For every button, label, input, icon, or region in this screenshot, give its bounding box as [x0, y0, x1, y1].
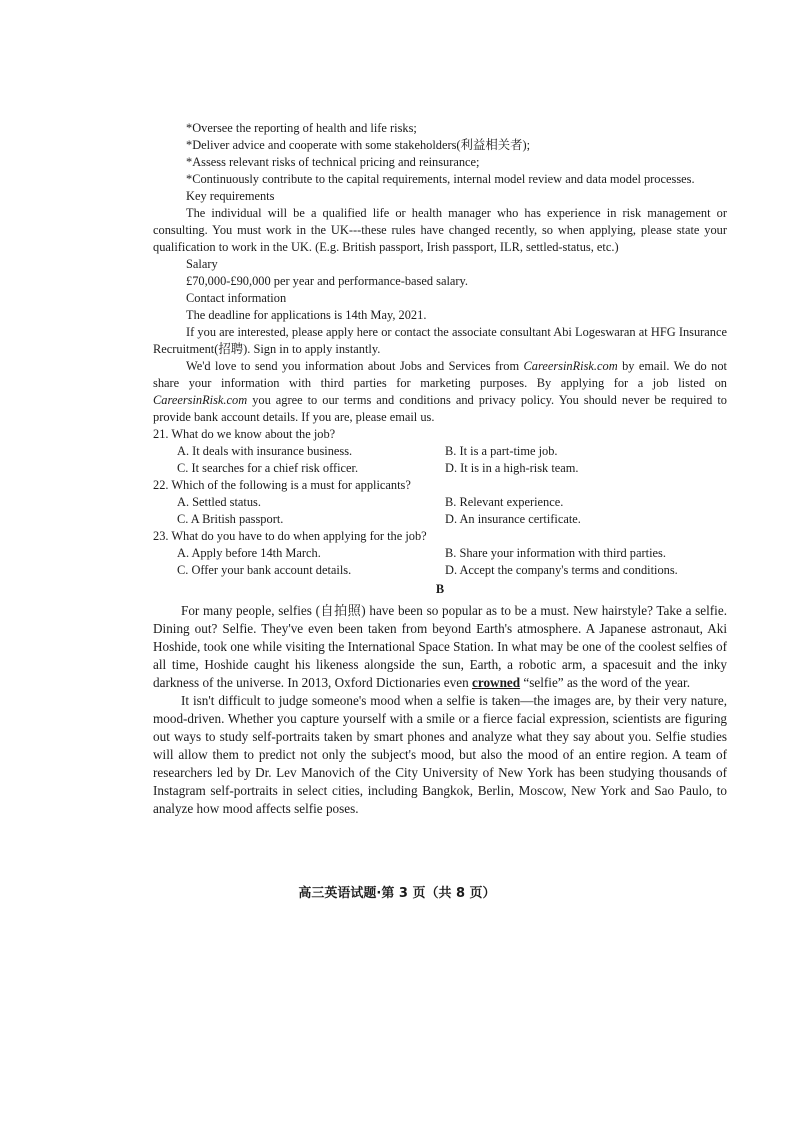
- email-notice-part2: by email. We do not share your information with third parties for marketing purposes. By applying for a job listed on: [153, 359, 727, 390]
- site-name: CareersinRisk.com: [523, 359, 618, 373]
- option: D. An insurance certificate.: [445, 512, 581, 526]
- page-footer: 高三英语试题·第 3 页（共 8 页）: [298, 886, 496, 901]
- options-row: [153, 511, 727, 528]
- paragraph-text: For many people, selfies (自拍照) have been so popular as to be a must. New hairstyle? Take a selfie. Dining out? Selfie. They've even been taken from beyond Earth's atmosphere. A Japanese astronaut, Aki Hoshide, took one while visiting the International Space Station. In what may be one of the coolest selfies of all time, Hoshide caught his likeness alongside the sun, Earth, a robotic arm, a spacesuit and the inky darkness of the universe. In 2013, Oxford Dictionaries even: [153, 603, 727, 690]
- section-b-label: B: [435, 582, 445, 596]
- passage-b-paragraph-1: [153, 602, 727, 692]
- question-stem: 21. What do we know about the job?: [153, 427, 336, 441]
- options-row: [153, 562, 727, 579]
- option: B. Share your information with third parties.: [445, 546, 666, 560]
- passage-a: [153, 120, 727, 426]
- email-notice-part3: you agree to our terms and conditions and privacy policy. You should never be required to provide bank account details. If you are, please email us.: [153, 393, 727, 424]
- site-name: CareersinRisk.com: [153, 393, 248, 407]
- question-stem: 22. Which of the following is a must for applicants?: [153, 478, 411, 492]
- option: A. It deals with insurance business.: [177, 444, 353, 458]
- deadline-text: The deadline for applications is 14th May, 2021.: [186, 308, 427, 322]
- options-row: [153, 460, 727, 477]
- questions-block: [153, 426, 727, 579]
- options-row: [153, 494, 727, 511]
- exam-page: [153, 120, 727, 818]
- option: C. A British passport.: [177, 512, 284, 526]
- option: D. It is in a high-risk team.: [445, 461, 579, 475]
- option: A. Settled status.: [177, 495, 261, 509]
- paragraph-text: “selfie” as the word of the year.: [520, 675, 690, 690]
- bullet-item: *Assess relevant risks of technical pricing and reinsurance;: [186, 155, 480, 169]
- apply-text: If you are interested, please apply here or contact the associate consultant Abi Logeswaran at HFG Insurance Recruitment(招聘). Sign in to apply instantly.: [153, 325, 727, 356]
- salary-text: £70,000-£90,000 per year and performance-based salary.: [186, 274, 469, 288]
- contact-heading: Contact information: [186, 291, 287, 305]
- key-requirements-heading: Key requirements: [186, 189, 275, 203]
- email-notice: [153, 358, 727, 426]
- passage-b: [153, 602, 727, 818]
- option: B. It is a part-time job.: [445, 444, 558, 458]
- option: B. Relevant experience.: [445, 495, 564, 509]
- email-notice-part1: We'd love to send you information about Jobs and Services from: [186, 359, 524, 373]
- options-row: [153, 443, 727, 460]
- bullet-item: *Oversee the reporting of health and life risks;: [186, 121, 417, 135]
- options-row: [153, 545, 727, 562]
- question-stem: 23. What do you have to do when applying for the job?: [153, 529, 427, 543]
- bullet-item: *Continuously contribute to the capital requirements, internal model review and data model processes.: [186, 172, 695, 186]
- option: D. Accept the company's terms and conditions.: [445, 563, 678, 577]
- underlined-word: crowned: [471, 675, 521, 690]
- option: C. Offer your bank account details.: [177, 563, 352, 577]
- option: C. It searches for a chief risk officer.: [177, 461, 359, 475]
- passage-b-paragraph-2: It isn't difficult to judge someone's mood when a selfie is taken—the images are, by their very nature, mood-driven. Whether you capture yourself with a smile or a fierce facial expression, scientists are figuring out ways to study self-portraits taken by smart phones and analyze what they say about you. Selfie studies will allow them to predict not only the subject's mood, but also the mood of an entire region. A team of researchers led by Dr. Lev Manovich of the City University of New York has been studying thousands of Instagram self-portraits in select cities, including Bangkok, Berlin, Moscow, New York and Sao Paulo, to analyze how mood affects selfie poses.: [153, 693, 727, 816]
- bullet-item: *Deliver advice and cooperate with some stakeholders(利益相关者);: [186, 138, 531, 152]
- key-requirements-text: The individual will be a qualified life or health manager who has experience in risk management or consulting. You must work in the UK---these rules have changed recently, so when applying, please state your qualification to work in the UK. (E.g. British passport, Irish passport, ILR, settled-status, etc.): [153, 206, 727, 254]
- option: A. Apply before 14th March.: [177, 546, 321, 560]
- salary-heading: Salary: [186, 257, 218, 271]
